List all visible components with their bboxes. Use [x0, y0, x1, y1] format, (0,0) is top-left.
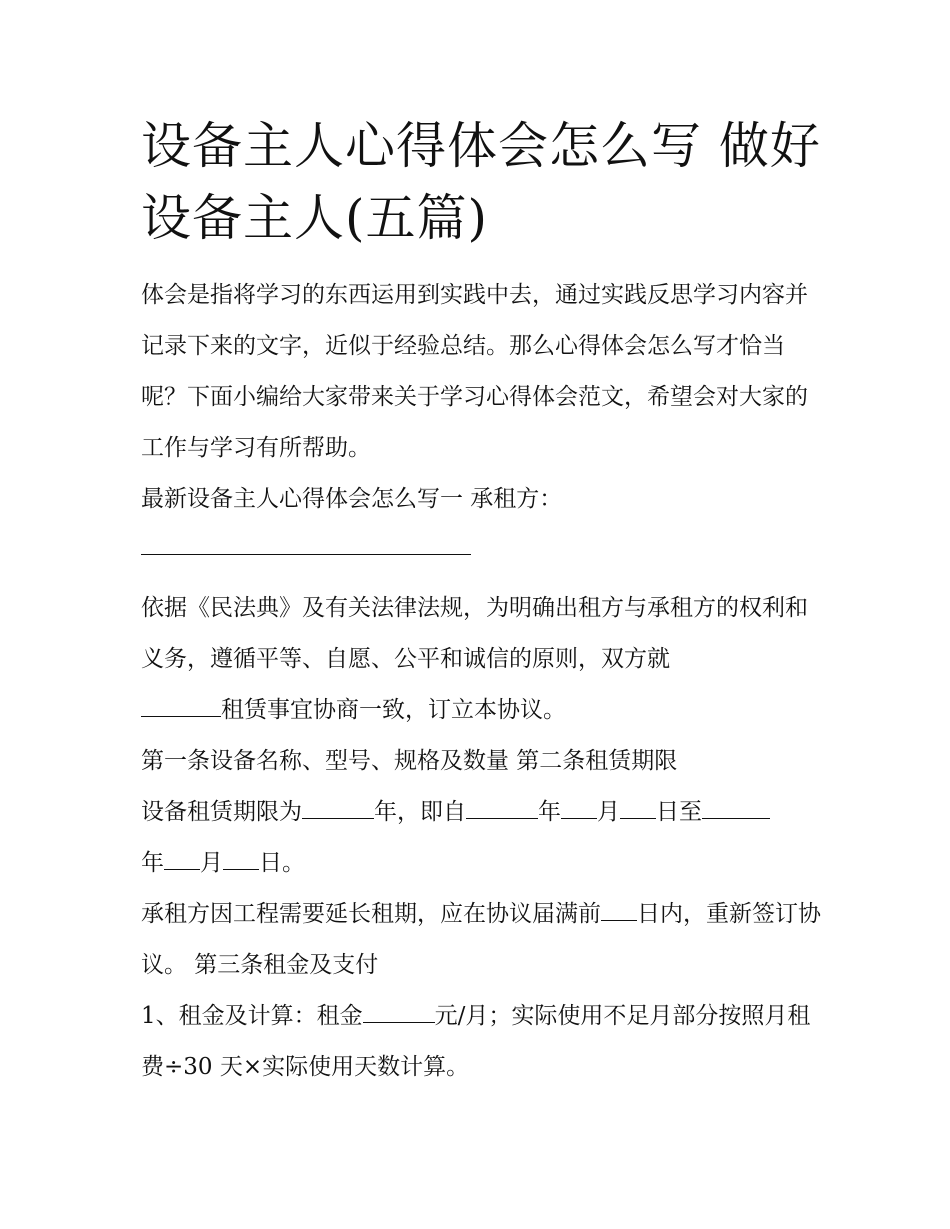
lessee-signature-line — [141, 553, 471, 555]
blank-field — [561, 792, 597, 819]
section-heading: 最新设备主人心得体会怎么写一 承租方： — [141, 486, 563, 512]
term-text: 日至 — [656, 799, 702, 825]
blank-field — [363, 996, 435, 1023]
document-page — [141, 110, 821, 1093]
articles-line: 第一条设备名称、型号、规格及数量 第二条租赁期限 — [141, 748, 678, 774]
blank-field — [702, 792, 770, 819]
rent-text: 元/月；实际使用不足月部分按照月租费÷30 天×实际使用天数计算。 — [141, 1003, 811, 1080]
document-title — [141, 110, 821, 254]
rent-paragraph — [141, 991, 821, 1093]
basis-text-1: 依据《民法典》及有关法律法规，为明确出租方与承租方的权利和义务，遵循平等、自愿、公平和诚信的原则，双方就 — [141, 595, 808, 672]
term-text: 年 — [538, 799, 561, 825]
extension-text: 承租方因工程需要延长租期，应在协议届满前 — [141, 901, 601, 927]
intro-paragraph: 体会是指将学习的东西运用到实践中去，通过实践反思学习内容并记录下来的文字，近似于经验总结。那么心得体会怎么写才恰当呢？下面小编给大家带来关于学习心得体会范文，希望会对大家的工作与学习有所帮助。 — [141, 282, 808, 461]
term-text: 月 — [597, 799, 620, 825]
blank-field — [620, 792, 656, 819]
basis-text-2: 租赁事宜协商一致，订立本协议。 — [221, 697, 566, 723]
blank-field — [164, 843, 200, 870]
blank-field — [302, 792, 374, 819]
term-text: 月 — [200, 850, 223, 876]
term-text: 年 — [141, 850, 164, 876]
blank-field — [223, 843, 259, 870]
blank-field — [466, 792, 538, 819]
blank-field — [601, 894, 637, 921]
blank-field — [141, 690, 221, 717]
extension-text: 日内，重新签订协议。 第三条租金及支付 — [141, 901, 821, 978]
extension-paragraph — [141, 889, 821, 991]
title-line-2: 设备主人(五篇) — [141, 189, 489, 247]
lease-term-paragraph — [141, 787, 821, 889]
term-text: 日。 — [259, 850, 305, 876]
term-text: 设备租赁期限为 — [141, 799, 302, 825]
title-line-1: 设备主人心得体会怎么写 做好 — [141, 117, 821, 175]
rent-text: 1、租金及计算：租金 — [141, 1003, 363, 1029]
term-text: 年，即自 — [374, 799, 466, 825]
basis-paragraph — [141, 583, 821, 736]
